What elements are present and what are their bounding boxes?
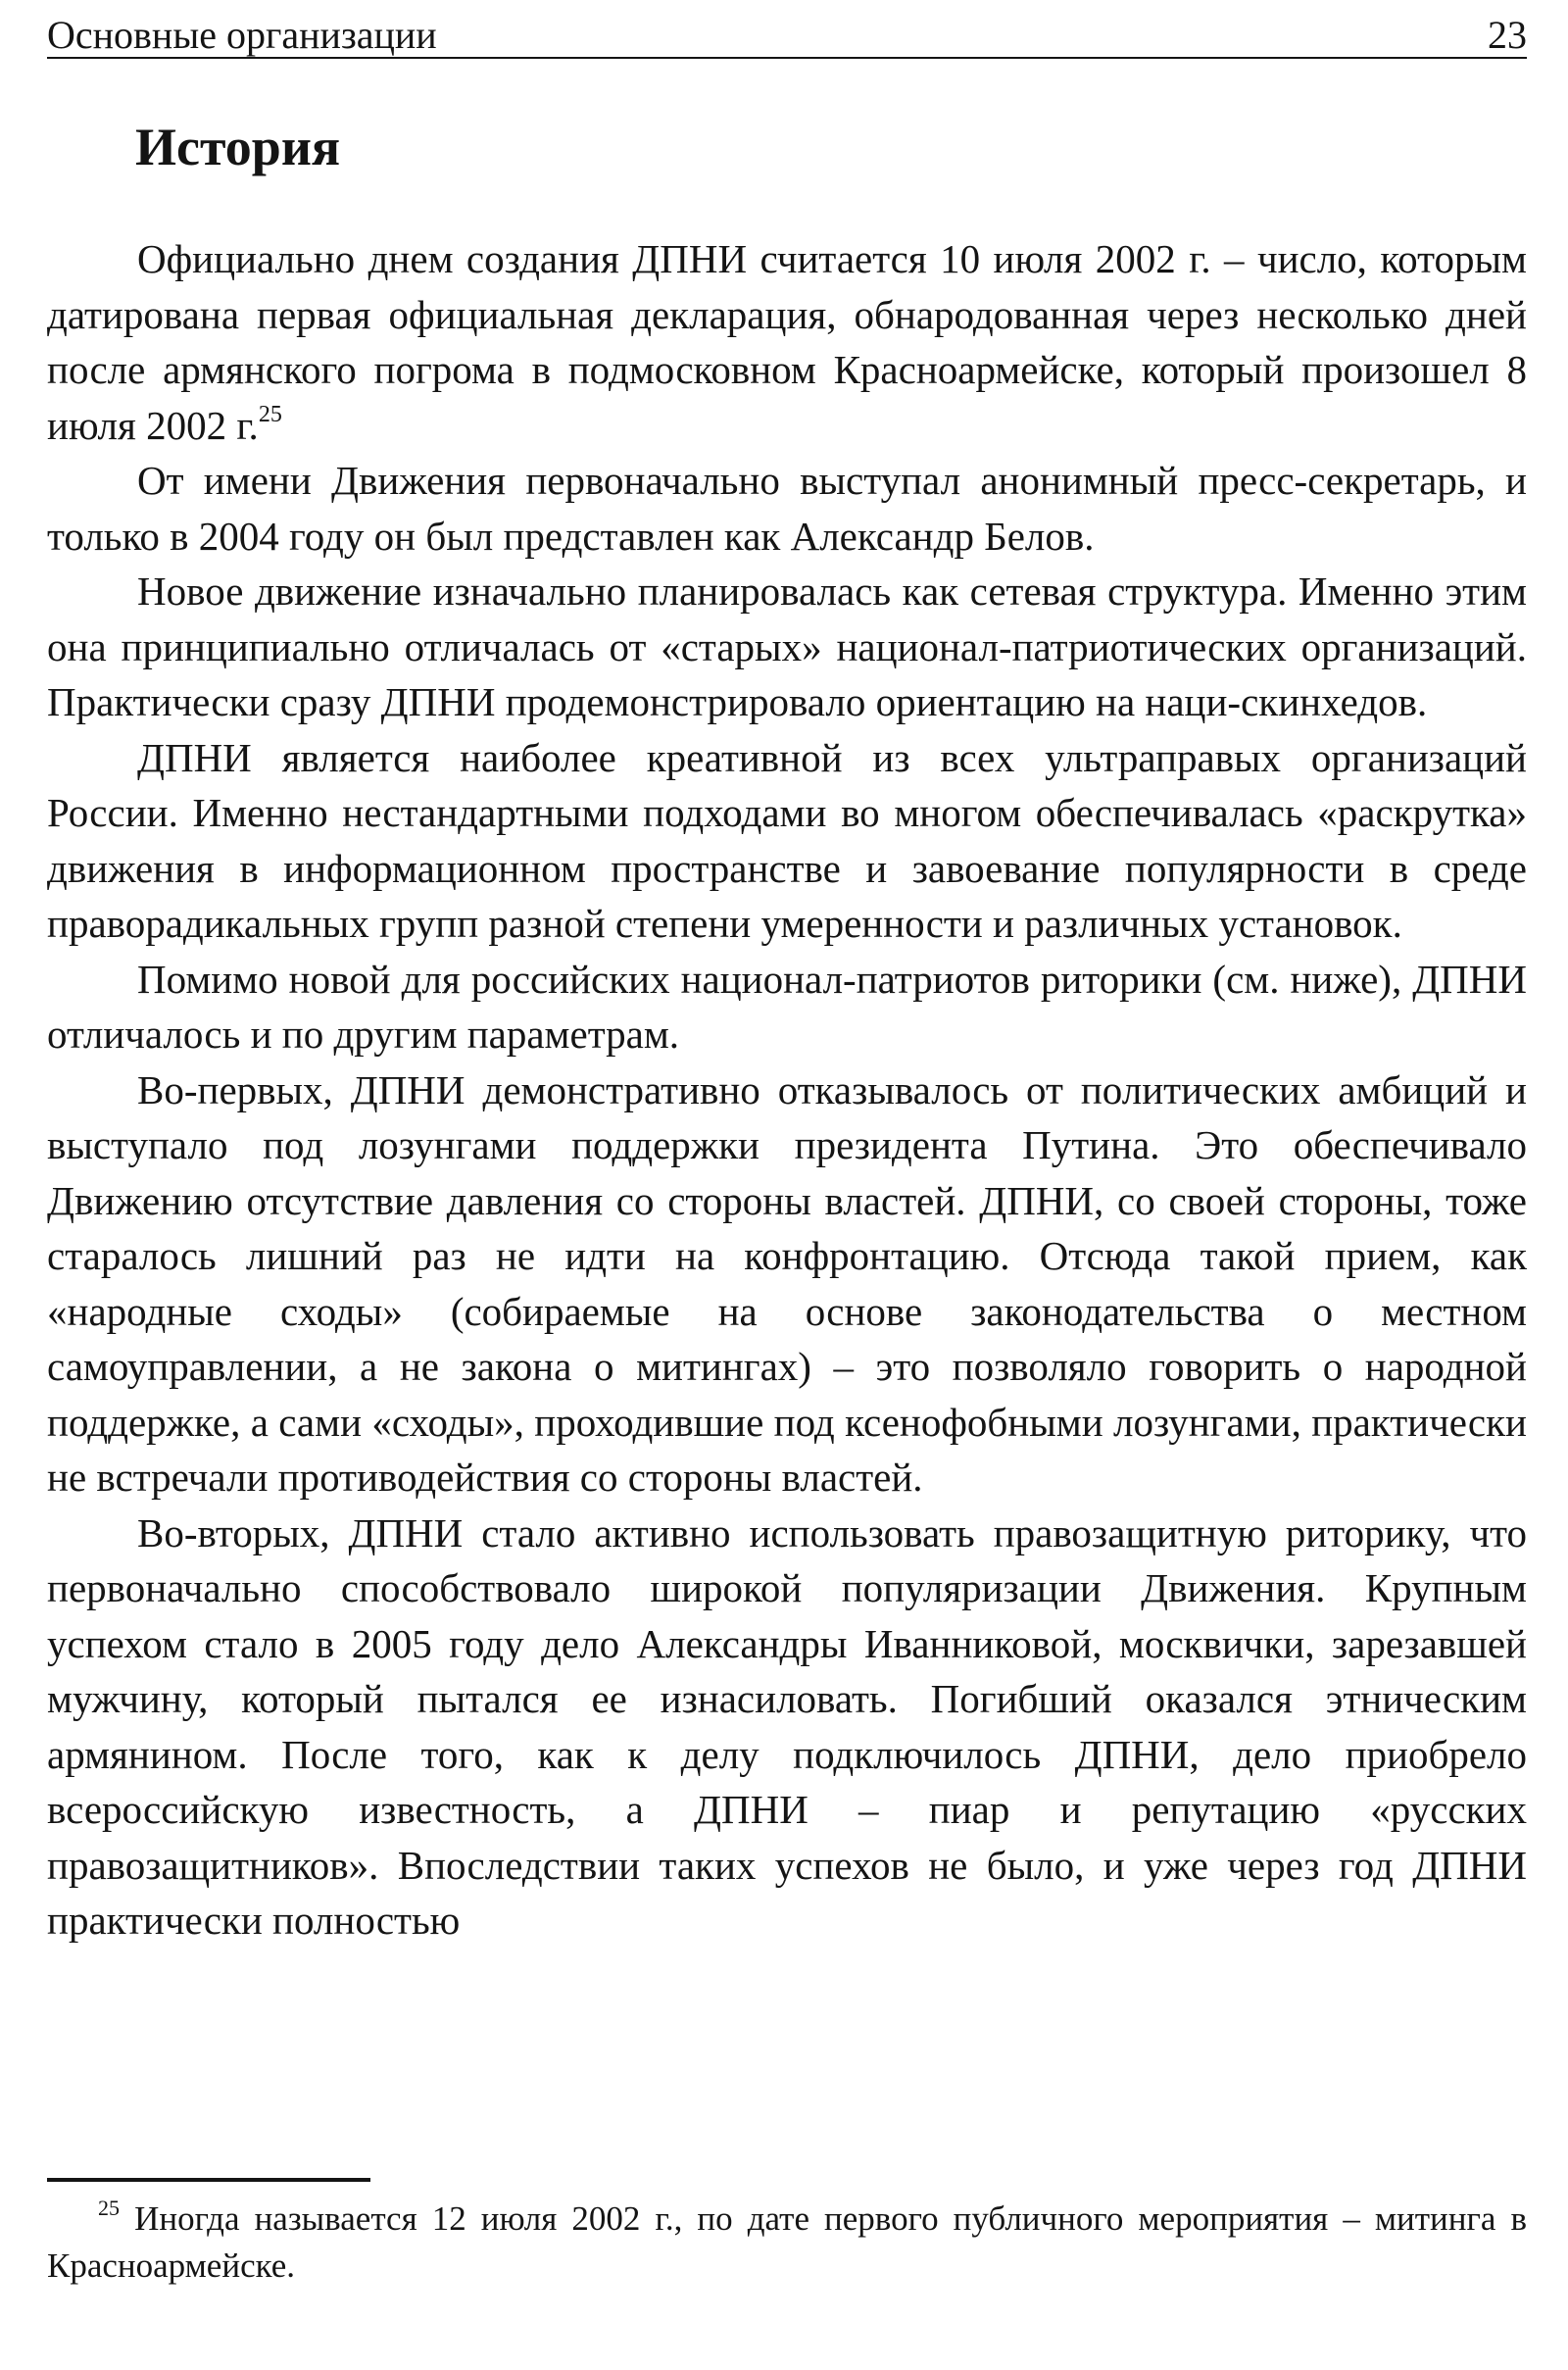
footnote-text: Иногда называется 12 июля 2002 г., по дате первого публичного мероприятия – митинга в Красноармейске. bbox=[47, 2199, 1527, 2285]
footnote-reference: 25 bbox=[258, 401, 282, 427]
footnote bbox=[47, 2196, 1527, 2290]
running-header bbox=[47, 10, 1527, 59]
footnote-separator bbox=[47, 2178, 370, 2182]
paragraph: ДПНИ является наиболее креативной из всех ультраправых организаций России. Именно нестандартными подходами во многом обеспечивалась «раскрутка» движения в информационном пространстве и завоевание популярности в среде праворадикальных групп разной степени умеренности и различных установок. bbox=[47, 734, 1527, 946]
paragraph: Во-вторых, ДПНИ стало активно использовать правозащитную риторику, что первоначально способствовало широкой популяризации Движения. Крупным успехом стало в 2005 году дело Александры Иванниковой, москвички, зарезавшей мужчину, который пытался ее изнасиловать. Погибший оказался этническим армянином. После того, как к делу подключилось ДПНИ, дело приобрело всероссийскую известность, а ДПНИ – пиар и репутацию «русских правозащитников». Впоследствии таких успехов не было, и уже через год ДПНИ практически полностью bbox=[47, 1509, 1527, 1943]
paragraph: Во-первых, ДПНИ демонстративно отказывалось от политических амбиций и выступало под лозунгами поддержки президента Путина. Это обеспечивало Движению отсутствие давления со стороны властей. ДПНИ, со своей стороны, тоже старалось лишний раз не идти на конфронтацию. Отсюда такой прием, как «народные сходы» (собираемые на основе законодательства о местном самоуправлении, а не закона о митингах) – это позволяло говорить о народной поддержке, а сами «сходы», проходившие под ксенофобными лозунгами, практически не встречали противодействия со стороны властей. bbox=[47, 1066, 1527, 1500]
section-title: Основные организации bbox=[47, 13, 437, 57]
footnote-number: 25 bbox=[98, 2196, 120, 2220]
chapter-heading: История bbox=[135, 118, 341, 176]
paragraph: Новое движение изначально планировалась как сетевая структура. Именно этим она принципиально отличалась от «старых» национал-патриотических организаций. Практически сразу ДПНИ продемонстрировало ориентацию на наци-скинхедов. bbox=[47, 568, 1527, 724]
paragraph: Помимо новой для российских национал-патриотов риторики (см. ниже), ДПНИ отличалось и по другим параметрам. bbox=[47, 956, 1527, 1057]
book-page bbox=[47, 0, 1527, 2370]
body-text bbox=[47, 231, 1527, 1949]
paragraph: Официально днем создания ДПНИ считается 10 июля 2002 г. – число, которым датирована первая официальная декларация, обнародованная через несколько дней после армянского погрома в подмосковном Красноармейске, который произошел 8 июля 2002 г.$^{25}$ bbox=[47, 236, 1527, 448]
page-number: 23 bbox=[1488, 13, 1527, 57]
paragraph: От имени Движения первоначально выступал анонимный пресс-секретарь, и только в 2004 году он был представлен как Александр Белов. bbox=[47, 458, 1527, 559]
